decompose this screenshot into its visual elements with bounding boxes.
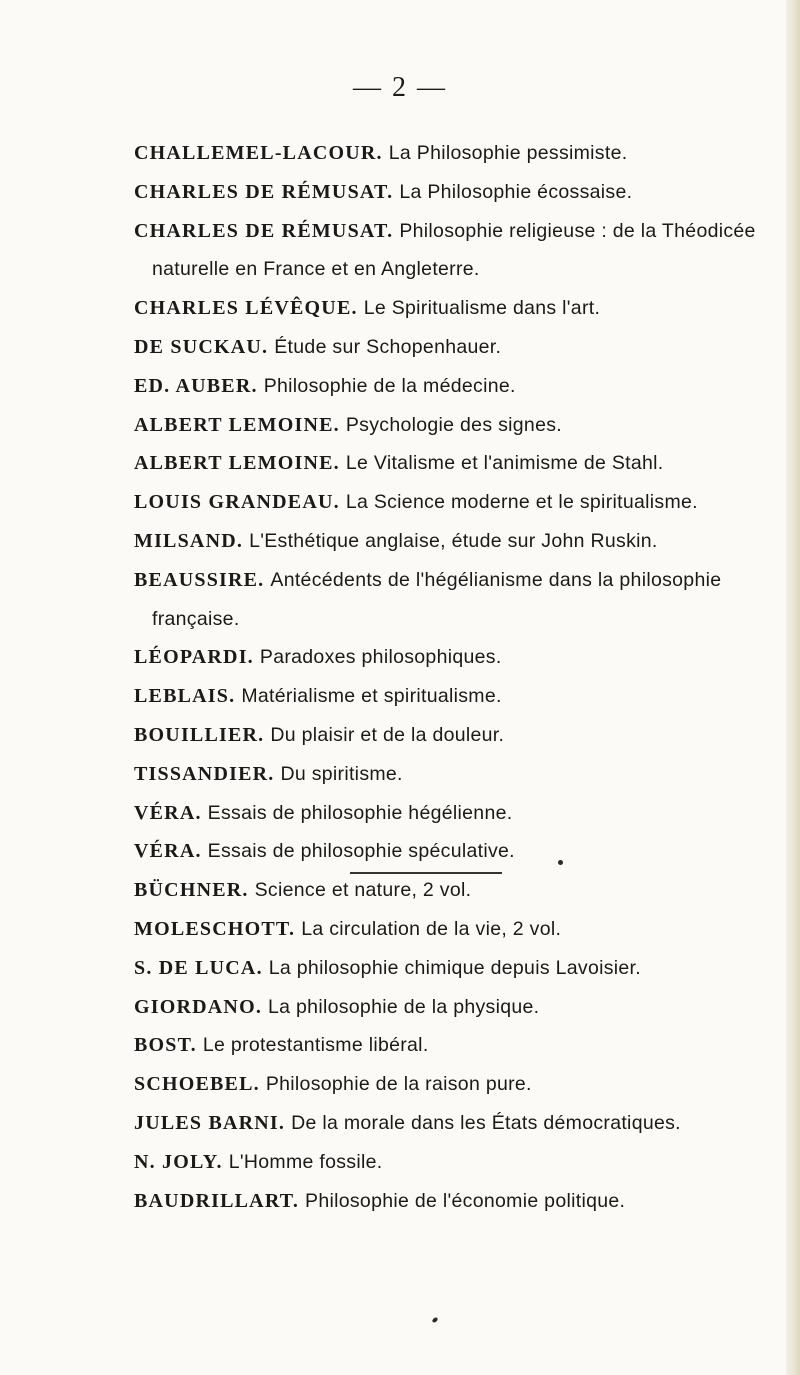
book-title: Essais de philosophie spéculative.: [207, 840, 515, 863]
book-title: L'Esthétique anglaise, étude sur John Ruskin.: [249, 529, 658, 552]
author: ALBERT LEMOINE.: [134, 452, 340, 475]
author: S. DE LUCA.: [134, 956, 263, 979]
author: LÉOPARDI.: [134, 646, 254, 669]
author: ALBERT LEMOINE.: [134, 413, 340, 436]
list-item: [134, 212, 774, 290]
author: DE SUCKAU.: [134, 335, 269, 358]
book-title: Matérialisme et spiritualisme.: [241, 685, 502, 708]
list-item: [134, 444, 774, 483]
author: BÜCHNER.: [134, 879, 249, 902]
list-item: [134, 755, 774, 794]
list-item: [134, 677, 774, 716]
list-item: [134, 832, 774, 871]
author: MOLESCHOTT.: [134, 917, 296, 940]
book-title: Psychologie des signes.: [345, 413, 562, 436]
book-title: La circulation de la vie, 2 vol.: [301, 917, 562, 940]
list-item: [134, 328, 774, 367]
list-item: [134, 1182, 774, 1221]
author: GIORDANO.: [134, 995, 263, 1018]
author: CHARLES LÉVÊQUE.: [134, 297, 358, 320]
book-title: Philosophie de la médecine.: [263, 374, 516, 397]
list-item: [134, 1143, 774, 1182]
list-item: [134, 289, 774, 328]
book-list: [134, 134, 774, 1220]
list-item: [134, 1104, 774, 1143]
author: MILSAND.: [134, 529, 244, 552]
book-title: Philosophie de la raison pure.: [265, 1073, 532, 1096]
author: LOUIS GRANDEAU.: [134, 491, 340, 514]
author: CHARLES DE RÉMUSAT.: [134, 180, 394, 203]
list-item: [134, 1026, 774, 1065]
list-item: [134, 367, 774, 406]
list-item: [134, 483, 774, 522]
author: TISSANDIER.: [134, 762, 275, 785]
author: CHALLEMEL-LACOUR.: [134, 142, 383, 164]
list-item: [134, 988, 774, 1027]
list-item: [134, 173, 774, 212]
end-rule: [350, 872, 502, 874]
author: BAUDRILLART.: [134, 1189, 300, 1212]
page-edge: [786, 0, 800, 1375]
page-number: — 2 —: [353, 72, 447, 103]
list-item: [134, 522, 774, 561]
book-title: La philosophie de la physique.: [268, 995, 540, 1018]
list-item: [134, 561, 774, 639]
book-title: Science et nature, 2 vol.: [254, 879, 472, 902]
author: BEAUSSIRE.: [134, 568, 265, 591]
book-title: Le Spiritualisme dans l'art.: [363, 297, 601, 320]
author: ED. AUBER.: [134, 374, 258, 397]
book-title: Le protestantisme libéral.: [202, 1034, 429, 1057]
book-title: L'Homme fossile.: [228, 1150, 383, 1173]
book-title: Antécédents de l'hégélianisme dans la philosophie française.: [152, 568, 722, 630]
author: N. JOLY.: [134, 1150, 223, 1173]
book-title: Du plaisir et de la douleur.: [270, 723, 505, 746]
author: SCHOEBEL.: [134, 1073, 260, 1096]
list-item: [134, 406, 774, 445]
author: BOUILLIER.: [134, 723, 265, 746]
book-title: Essais de philosophie hégélienne.: [207, 801, 513, 824]
list-item: [134, 134, 774, 173]
book-title: Du spiritisme.: [280, 762, 403, 785]
author: VÉRA.: [134, 840, 202, 863]
book-title: Philosophie de l'économie politique.: [305, 1189, 626, 1212]
list-item: [134, 910, 774, 949]
book-title: La Philosophie écossaise.: [399, 180, 633, 203]
ink-speck: [431, 1317, 438, 1324]
list-item: [134, 638, 774, 677]
author: VÉRA.: [134, 801, 202, 824]
book-title: Le Vitalisme et l'animisme de Stahl.: [345, 452, 664, 475]
book-title: La philosophie chimique depuis Lavoisier.: [268, 956, 641, 979]
ink-speck: [558, 860, 563, 865]
book-title: De la morale dans les États démocratiques.: [291, 1111, 681, 1134]
list-item: [134, 871, 774, 910]
author: BOST.: [134, 1034, 197, 1057]
book-title: Philosophie religieuse : de la Théodicée naturelle en France et en Angleterre.: [152, 219, 756, 281]
book-title: La Science moderne et le spiritualisme.: [345, 491, 698, 514]
list-item: [134, 1065, 774, 1104]
book-title: Paradoxes philosophiques.: [259, 646, 502, 669]
book-title: Étude sur Schopenhauer.: [274, 335, 502, 358]
list-item: [134, 794, 774, 833]
author: JULES BARNI.: [134, 1111, 286, 1134]
book-title: La Philosophie pessimiste.: [388, 142, 628, 164]
author: CHARLES DE RÉMUSAT.: [134, 219, 394, 242]
list-item: [134, 716, 774, 755]
list-item: [134, 949, 774, 988]
author: LEBLAIS.: [134, 685, 236, 708]
